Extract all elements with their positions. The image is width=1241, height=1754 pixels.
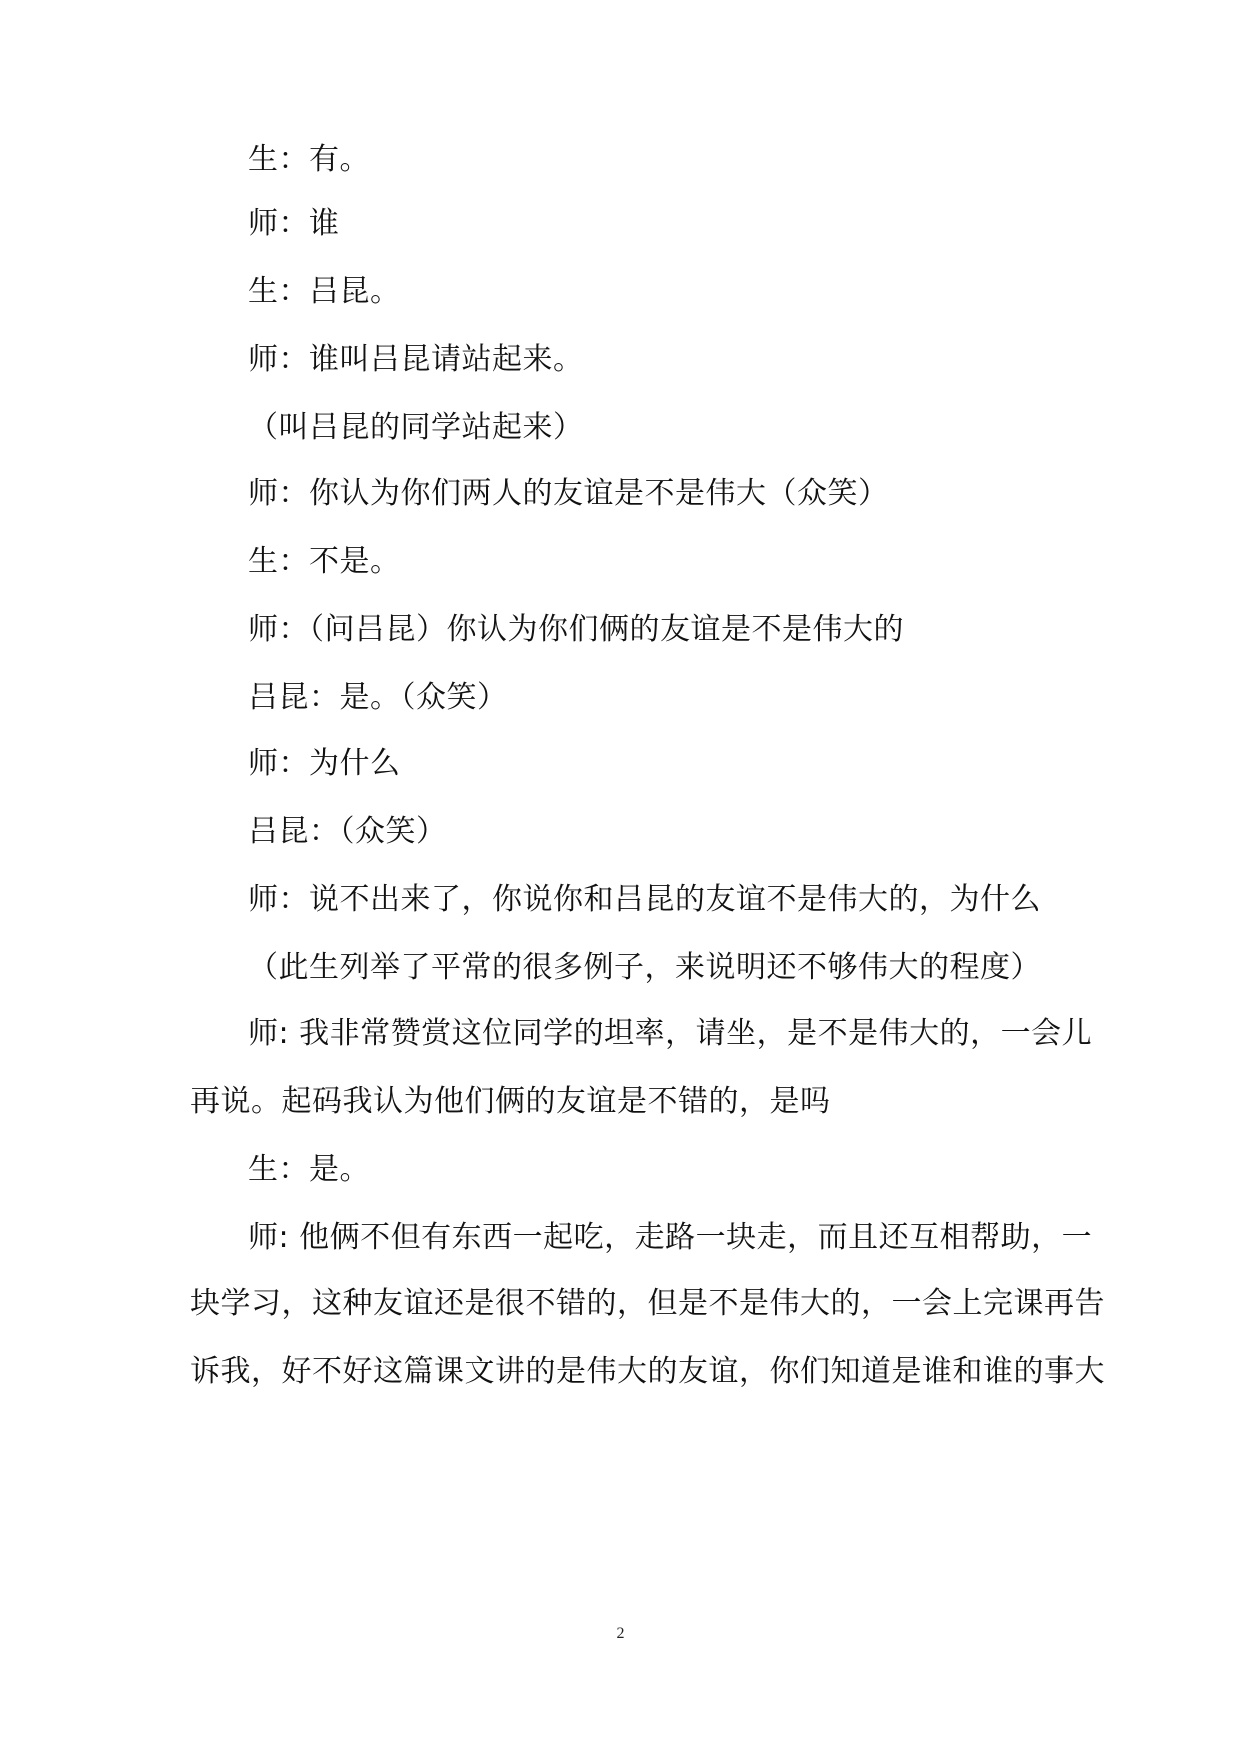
paragraph-line: 师: 他俩不但有东西一起吃，走路一块走，而且还互相帮助，一: [248, 1220, 1093, 1255]
stage-direction: （叫吕昆的同学站起来）: [248, 410, 584, 445]
stage-direction: （此生列举了平常的很多例子，来说明还不够伟大的程度）: [248, 950, 1041, 985]
dialogue-line: 吕昆：（众笑）: [248, 814, 447, 849]
dialogue-line: 生：有。: [248, 142, 370, 177]
paragraph-line: 再说。起码我认为他们俩的友谊是不错的，是吗: [190, 1084, 831, 1119]
paragraph-line: 块学习，这种友谊还是很不错的，但是不是伟大的，一会上完课再告: [190, 1286, 1105, 1321]
paragraph-line: 诉我，好不好这篇课文讲的是伟大的友谊，你们知道是谁和谁的事大: [190, 1354, 1105, 1389]
dialogue-line: 师：说不出来了，你说你和吕昆的友谊不是伟大的，为什么: [248, 882, 1041, 917]
dialogue-line: 师：（问吕昆）你认为你们俩的友谊是不是伟大的: [248, 612, 904, 647]
dialogue-line: 生：吕昆。: [248, 274, 401, 309]
dialogue-line: 师：为什么: [248, 746, 401, 781]
dialogue-line: 师：谁: [248, 206, 340, 241]
paragraph-line: 师: 我非常赞赏这位同学的坦率，请坐，是不是伟大的，一会儿: [248, 1016, 1093, 1051]
dialogue-line: 师：谁叫吕昆请站起来。: [248, 342, 584, 377]
dialogue-line: 师：你认为你们两人的友谊是不是伟大（众笑）: [248, 476, 889, 511]
dialogue-line: 生：不是。: [248, 544, 401, 579]
dialogue-line: 吕昆：是。（众笑）: [248, 680, 508, 715]
page-number: 2: [616, 1625, 625, 1642]
dialogue-line: 生：是。: [248, 1152, 370, 1187]
